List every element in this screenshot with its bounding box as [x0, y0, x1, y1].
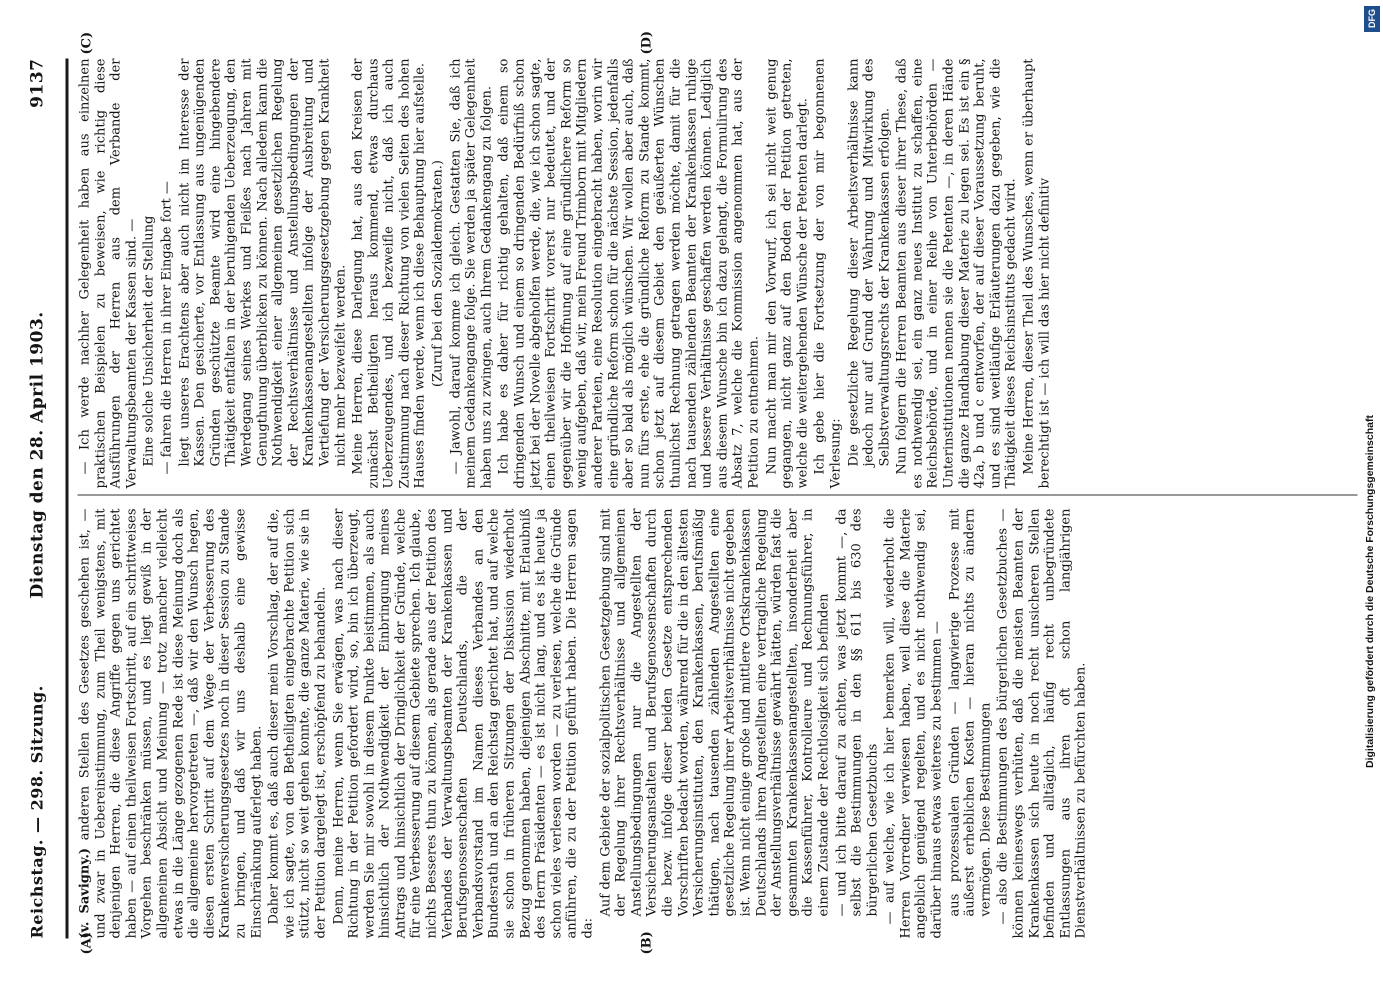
- page-number: 9137: [27, 58, 48, 108]
- text-column-right: [78, 59, 1055, 489]
- paragraph: [598, 509, 832, 939]
- header-rule: [66, 59, 69, 939]
- text-column-left: [78, 509, 1092, 939]
- paragraph-text: — Ich werde nachher Gelegenheit haben aus einzelnen praktischen Beispielen zu beweisen, wie richtig diese Ausführungen der Herren aus dem Verbande der Verwaltungsbeamten der Kassen sind. —: [77, 58, 140, 489]
- paragraph: [1022, 59, 1053, 489]
- paragraph-text: (Zuruf bei den Sozialdemokraten.): [430, 160, 446, 387]
- paragraph: [996, 509, 1090, 939]
- paragraph: [834, 509, 881, 939]
- paragraph-text: Meine Herren, dieser Theil des Wunsches, wenn er überhaupt berechtigt ist — ich will das hier nicht definitiv: [1021, 58, 1053, 489]
- paragraph-text: anderen Stellen des Gesetzes geschehen ist, — und zwar in Uebereinstimmung, zum Theil wenigstens, mit denjenigen Herren, die diese Angriffe gegen uns gerichtet haben — auf einen theilweisen Fortschritt, auf ein schrittweises Vorgehen beschränken müssen, und es liegt gewiß in der allgemeinen Absicht und Meinung — trotz mancher vielleicht etwas in die Länge gezogenen Rede ist diese Meinung doch als die allgemeine hervorgetreten —, daß wir den Wunsch hegen, diesen ersten Schritt auf dem Wege der Verbesserung des Krankenversicherungsgesetzes noch in dieser Session zu Stande zu bringen, und daß wir uns deshalb eine gewisse Einschränkung auferlegt haben.: [77, 508, 265, 939]
- paragraph-text: aus prozessualen Gründen — langwierige Prozesse mit äußerst erheblichen Kosten — hieran nichts zu ändern vermögen. Diese Bestimmungen: [947, 508, 994, 917]
- paragraph-text: Meine Herren, diese Darlegung hat, aus den Kreisen der zunächst Betheiligten heraus kommend, etwas durchaus Ueberzeugendes, und ich bezweifle nicht, daß ich auch Zustimmung nach dieser Richtung von vielen Seiten des hohen Hauses finden werde, wenn ich diese Behauptung hier aufstelle.: [350, 58, 428, 489]
- paragraph: [267, 509, 329, 939]
- paragraph-text: liegt unseres Erachtens aber auch nicht im Interesse der Kassen. Den gesicherte, vor Entlassung aus ungenügenden Gründen geschützte Beamte wird eine hingebendere Thätigkeit entfalten in der beruhigenden Ueberzeugung, den Werdegang seines Werkes und Fleißes nach Jahren mit Genugthuung überblicken zu können. Nach alledem kann die Nothwendigkeit einer allgemeinen gesetzlichen Regelung der Rechtsverhältnisse und Anstellungsbedingungen der Krankenkassenangestellten infolge der Ausbreitung und Vertiefung der Versicherungsgesetzgebung gegen Krankheit nicht mehr bezweifelt werden.: [177, 58, 348, 467]
- page-header: [10, 59, 70, 939]
- paragraph-text: Denn, meine Herren, wenn Sie erwägen, was nach dieser Richtung in der Petition gefordert wird, so, bin ich überzeugt, werden Sie mir sowohl in diesem Punkte beistimmen, als auch hinsichtlich der Nothwendigkeit der Einbringung meines Antrags und hinsichtlich der Dringlichkeit der Gründe, welche für eine Verbesserung auf diesem Gebiete sprechen. Ich glaube, nichts Besseres thun zu können, als gerade aus der Petition des Verbandes der Verwaltungsbeamten der Krankenkassen und Berufsgenossenschaften Deutschlands, die der Verbandsvorstand im Namen dieses Verbandes an den Bundesrath und an den Reichstag gerichtet hat, und auf welche sie schon in früheren Sitzungen der Diskussion wiederholt Bezug genommen haben, diejenigen Abschnitte, mit Erlaubniß des Herrn Präsidenten — es ist nicht lang, und es ist heute ja schon vieles verlesen worden — zu verlesen, welche die Gründe anführen, die zu der Petition geführt haben. Die Herren sagen da:: [331, 508, 596, 939]
- paragraph: [177, 59, 349, 489]
- paragraph: [159, 59, 175, 489]
- digitization-credit: [1360, 8, 1380, 768]
- running-head: Reichstag. — 298. Sitzung.: [27, 685, 47, 939]
- paragraph: [764, 59, 811, 489]
- paragraph: [813, 59, 844, 489]
- margin-marker-a: (A): [79, 932, 95, 955]
- paragraph-text: Eine solche Unsicherheit der Stellung: [141, 215, 157, 467]
- paragraph-text: — Jawohl, darauf komme ich gleich. Gestatten Sie, daß ich meinem Gedankengange folge. Sie werden ja später Gelegenheit haben uns zu zwingen, auch Ihrem Gedankengang zu folgen.: [448, 58, 495, 489]
- paragraph: [497, 59, 762, 489]
- session-date: Dienstag den 28. April 1903.: [27, 311, 48, 599]
- rotated-text-page: [0, 1, 1383, 1001]
- paragraph: [142, 59, 158, 489]
- paragraph: [895, 59, 1020, 489]
- paragraph-text: Die gesetzliche Regelung dieser Arbeitsverhältnisse kann jedoch nur auf Grund der Wahrung und Mitwirkung des Selbstverwaltungsrechts der Krankenkassen erfolgen.: [846, 58, 893, 467]
- paragraph-text: — auf welche, wie ich hier bemerken will, wiederholt die Herren Vorredner verwiesen haben, weil diese die Materie angeblich genügend regelten, und es nicht nothwendig sei, darüber hinaus etwas weiteres zu bestimmen —: [882, 508, 945, 939]
- speaker-label: (v. Savigny.): [77, 847, 93, 939]
- paragraph: [78, 59, 140, 489]
- paragraph-text: Nun macht man mir den Vorwurf, ich sei nicht weit genug gegangen, nicht ganz auf den Boden der Petition getreten, welche die weitergehenden Wünsche der Petenten darlegt.: [764, 58, 811, 489]
- margin-marker-c: (C): [79, 31, 95, 55]
- paragraph: [351, 59, 429, 489]
- paragraph: [431, 59, 447, 489]
- paragraph: [883, 509, 945, 939]
- paragraph-text: Ich habe es daher für richtig gehalten, daß einem so dringenden Wunsch und einem so dringenden Bedürfniß schon jetzt bei der Novelle abgeholfen werde, die, wie ich schon sagte, einen theilweisen Fortschritt vorerst nur bedeutet, und der gegenüber wir die Hoffnung auf eine gründlichere Reform so wenig aufgeben, daß wir, mein Freund Trimborn mit Mitgliedern anderer Parteien, eine Resolution eingebracht haben, worin wir eine gründliche Reform schon für die nächste Session, jedenfalls aber so bald als möglich wünschen. Wir wollen aber auch, daß nun fürs erste, ehe die gründliche Reform zu Stande kommt, schon jetzt auf diesem Gebiet den geäußerten Wünschen thunlichst Rechnung getragen werden möchte, damit für die nach tausenden zählenden Beamten der Krankenkassen ruhige und bessere Verhältnisse geschaffen werden können. Lediglich aus diesem Wunsche bin ich dazu gelangt, die Formulirung des Absatz 7, welche die Kommission angenommen hat, aus der Petition zu entnehmen.: [496, 58, 762, 489]
- paragraph-text: — und ich bitte darauf zu achten, was jetzt kommt —, da selbst die Bestimmungen in den §§ 611 bis 630 des bürgerlichen Gesetzbuchs: [834, 508, 881, 917]
- dfg-logo: DFG: [1364, 6, 1380, 32]
- paragraph-text: Auf dem Gebiete der sozialpolitischen Gesetzgebung sind mit der Regelung ihrer Rechtsverhältnisse und allgemeinen Anstellungsbedingungen nur die Angestellten der Versicherungsanstalten und Berufsgenossenschaften durch die bezw. infolge dieser beiden Gesetze entsprechenden Vorschriften bedacht worden, während für die in den ältesten Versicherungsinstituten, den Krankenkassen, berufsmäßig thätigen, nach tausenden zählenden Angestellten eine gesetzliche Regelung ihrer Arbeitsverhältnisse nicht gegeben ist. Wenn nicht einige große und mittlere Ortskrankenkassen Deutschlands ihren Angestellten eine vertragliche Regelung der Anstellungsverhältnisse gewährt hätten, würden fast die gesammten Krankenkassenangestellten, insonderheit aber die Kassenführer, Kontrolleure und Rechnungsführer, in einem Zustande der Rechtlosigkeit sich befinden: [598, 508, 832, 917]
- credit-text: Digitalisierung gefördert durch die Deutsche Forschungsgemeinschaft: [1364, 415, 1376, 768]
- margin-marker-d: (D): [639, 30, 655, 55]
- paragraph-text: Ich gebe hier die Fortsetzung der von mir begonnenen Verlesung:: [812, 58, 844, 489]
- paragraph-text: Nun folgern die Herren Beamten aus dieser ihrer These, daß es nothwendig sei, ein ganz neues Institut zu schaffen, eine Reichsbehörde, und in einer Reihe von Unterbehörden — Unterinstitutionen nennen sie die Petenten —, in deren Hände die ganze Handhabung dieser Materie zu legen sei. Es ist ein § 42a, b und c entworfen, der auf dieser Voraussetzung beruht, und es sind weitläufige Erläuterungen dazu gegeben, wie die Thätigkeit dieses Reichsinstituts gedacht wird.: [894, 58, 1019, 489]
- paragraph: [448, 59, 495, 489]
- paragraph-text: — also die Bestimmungen des bürgerlichen Gesetzbuches — können keineswegs verhüten, daß die meisten Beamten der Krankenkassen sich heute in noch recht unsicheren Stellen befinden und alltäglich, häufig recht unbegründete Entlassungen aus ihren oft schon langjährigen Dienstverhältnissen zu befürchten haben.: [995, 508, 1089, 939]
- column-divider: [78, 495, 1358, 496]
- paragraph-text: — fahren die Herren in ihrer Eingabe fort —: [159, 181, 175, 475]
- paragraph: [846, 59, 893, 489]
- margin-marker-b: (B): [639, 931, 655, 955]
- paragraph: [947, 509, 994, 939]
- paragraph-text: Daher kommt es, daß auch dieser mein Vorschlag, der auf die, wie ich sagte, von den Betheiligten eingebrachte Petition sich stützt, nicht so weit gehen konnte, die ganze Materie, wie sie in der Petition dargelegt ist, erschöpfend zu behandeln.: [266, 508, 329, 939]
- paragraph: [331, 509, 596, 939]
- paragraph: [78, 509, 265, 939]
